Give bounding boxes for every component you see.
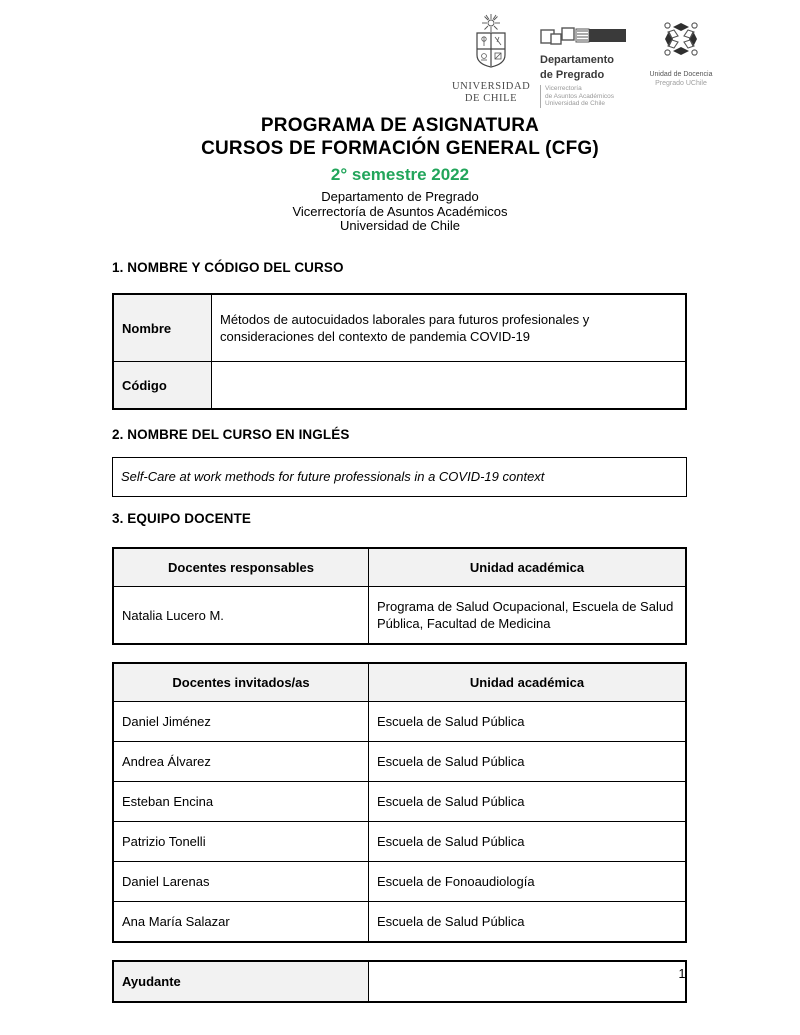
docentes-responsables-table bbox=[112, 547, 687, 645]
english-name-table bbox=[112, 457, 687, 497]
pregrado-squares-icon bbox=[540, 26, 628, 46]
course-name-code-table bbox=[112, 293, 687, 410]
section3-heading: 3. EQUIPO DOCENTE bbox=[112, 511, 251, 526]
section2-heading: 2. NOMBRE DEL CURSO EN INGLÉS bbox=[112, 427, 350, 442]
docencia-line1: Unidad de Docencia bbox=[649, 71, 713, 78]
unidad-cell: Escuela de Fonoaudiología bbox=[369, 862, 687, 902]
title-sub1: Departamento de Pregrado bbox=[321, 189, 479, 204]
english-name-cell: Self-Care at work methods for future professionals in a COVID-19 context bbox=[121, 469, 545, 484]
responsables-col-header: Docentes responsables bbox=[113, 548, 369, 587]
table-header-row bbox=[113, 663, 686, 702]
document-content bbox=[112, 260, 687, 1003]
title-sub3: Universidad de Chile bbox=[340, 218, 460, 233]
pregrado-title-line2: de Pregrado bbox=[540, 69, 605, 81]
pregrado-sub-line2: de Asuntos Académicos bbox=[545, 92, 615, 100]
unidad-cell: Escuela de Salud Pública bbox=[369, 702, 687, 742]
table-row bbox=[113, 294, 686, 362]
docentes-invitados-table bbox=[112, 662, 687, 943]
header-logos bbox=[452, 14, 720, 108]
nombre-value-cell: Métodos de autocuidados laborales para futuros profesionales y consideraciones del contexto de pandemia COVID-19 bbox=[212, 294, 687, 362]
universidad-de-chile-logo bbox=[452, 14, 530, 105]
unidad-col-header: Unidad académica bbox=[369, 548, 687, 587]
table-row bbox=[113, 362, 686, 410]
docencia-pinwheel-icon bbox=[658, 16, 704, 62]
table-row bbox=[113, 961, 686, 1002]
unidad-cell: Escuela de Salud Pública bbox=[369, 902, 687, 943]
unidad-docencia-logo bbox=[642, 14, 720, 88]
title-sub2: Vicerrectoría de Asuntos Académicos bbox=[292, 203, 508, 219]
unidad-cell: Escuela de Salud Pública bbox=[369, 742, 687, 782]
docente-name-cell: Natalia Lucero M. bbox=[113, 587, 369, 645]
codigo-value-cell bbox=[212, 362, 687, 410]
unidad-cell: Programa de Salud Ocupacional, Escuela de Salud Pública, Facultad de Medicina bbox=[369, 587, 687, 645]
uchile-name-line1: UNIVERSIDAD bbox=[452, 81, 531, 92]
docente-name-cell: Esteban Encina bbox=[113, 782, 369, 822]
ayudante-value-cell bbox=[369, 961, 687, 1002]
table-row bbox=[113, 782, 686, 822]
pregrado-sub-line3: Universidad de Chile bbox=[545, 100, 605, 107]
uchile-name-line2: DE CHILE bbox=[464, 93, 518, 104]
docente-name-cell: Patrizio Tonelli bbox=[113, 822, 369, 862]
table-row bbox=[113, 822, 686, 862]
docente-name-cell: Ana María Salazar bbox=[113, 902, 369, 943]
table-row bbox=[113, 862, 686, 902]
ayudante-label-cell: Ayudante bbox=[113, 961, 369, 1002]
pregrado-title-line1: Departamento bbox=[540, 54, 614, 66]
pregrado-sub-line1: Vicerrectoría bbox=[545, 85, 582, 92]
invitados-col-header: Docentes invitados/as bbox=[113, 663, 369, 702]
document-title-line1: PROGRAMA DE ASIGNATURA bbox=[260, 115, 540, 136]
table-header-row bbox=[113, 548, 686, 587]
table-row bbox=[113, 458, 687, 497]
table-row bbox=[113, 902, 686, 943]
unidad-cell: Escuela de Salud Pública bbox=[369, 782, 687, 822]
nombre-label-cell: Nombre bbox=[113, 294, 212, 362]
title-block bbox=[0, 114, 800, 234]
docente-name-cell: Daniel Jiménez bbox=[113, 702, 369, 742]
codigo-label-cell: Código bbox=[113, 362, 212, 410]
table-row bbox=[113, 587, 686, 645]
docente-name-cell: Andrea Álvarez bbox=[113, 742, 369, 782]
docencia-line2: Pregrado UChile bbox=[655, 79, 707, 87]
pregrado-subtitle bbox=[540, 85, 632, 108]
docente-name-cell: Daniel Larenas bbox=[113, 862, 369, 902]
table-row bbox=[113, 702, 686, 742]
ayudante-table bbox=[112, 960, 687, 1003]
table-row bbox=[113, 742, 686, 782]
departamento-pregrado-logo bbox=[540, 14, 632, 108]
document-title-line2: CURSOS DE FORMACIÓN GENERAL (CFG) bbox=[201, 138, 599, 159]
section1-heading: 1. NOMBRE Y CÓDIGO DEL CURSO bbox=[112, 260, 344, 275]
page-number: 1 bbox=[678, 967, 686, 981]
unidad-cell: Escuela de Salud Pública bbox=[369, 822, 687, 862]
uchile-crest-icon bbox=[458, 14, 524, 76]
unidad-col-header: Unidad académica bbox=[369, 663, 687, 702]
title-semester: 2° semestre 2022 bbox=[330, 165, 470, 184]
